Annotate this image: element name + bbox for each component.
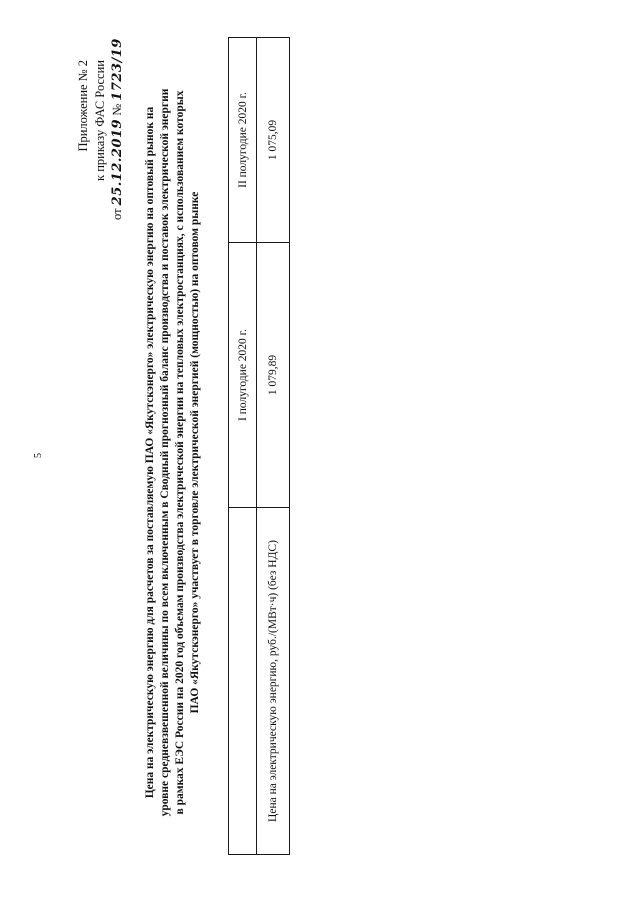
price-table	[228, 37, 290, 855]
appendix-block	[75, 38, 126, 220]
heading-line-2: уровне средневзвешенной величины по всем включенным в Сводный прогнозный баланс производства и поставок электрической энергии	[159, 88, 171, 817]
document-heading	[143, 45, 203, 860]
appendix-title: Приложение № 2	[76, 60, 90, 152]
table-row	[257, 38, 290, 855]
appendix-date-line	[109, 38, 126, 220]
appendix-number-prefix: №	[110, 103, 124, 116]
header-first-half-2020: I полугодие 2020 г.	[229, 243, 257, 508]
table-header-row	[229, 38, 257, 855]
header-second-half-2020: II полугодие 2020 г.	[229, 38, 257, 243]
handwritten-date: 25.12.2019	[110, 118, 125, 206]
appendix-date-prefix: от	[110, 208, 124, 220]
value-second-half-2020: 1 075,09	[257, 38, 290, 243]
heading-line-3: в рамках ЕЭС России на 2020 год объемам производства электрической энергии на тепловых электростанциях, с использованием которых	[174, 90, 186, 815]
heading-line-4: ПАО «Якутскэнерго» участвует в торговле электрической энергией (мощностью) на оптовом рынке	[189, 191, 201, 714]
appendix-order-line: к приказу ФАС России	[93, 60, 107, 181]
row-label-price: Цена на электрическую энергию, руб./(МВт·ч) (без НДС)	[257, 508, 290, 855]
heading-line-1: Цена на электрическую энергию для расчетов за поставляемую ПАО «Якутскэнерго» электрическую энергию на оптовый рынок на	[144, 106, 156, 799]
value-first-half-2020: 1 079,89	[257, 243, 290, 508]
handwritten-number: 1723/19	[110, 38, 125, 101]
page-number: 5	[33, 453, 44, 458]
header-empty-cell	[229, 508, 257, 855]
